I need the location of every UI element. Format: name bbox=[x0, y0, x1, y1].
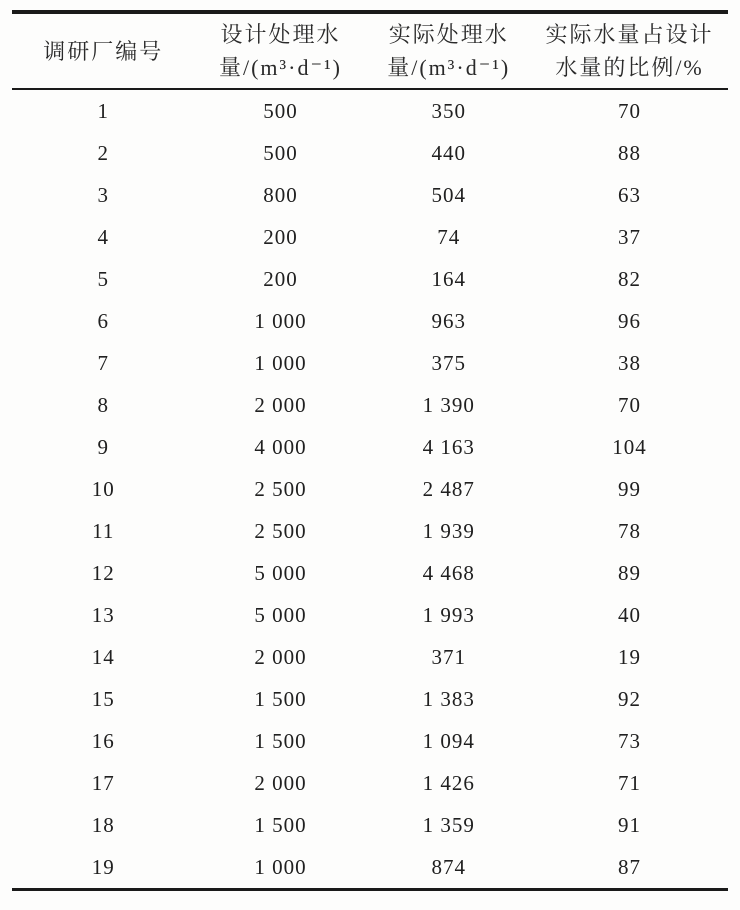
table-cell-design-volume: 200 bbox=[263, 266, 298, 291]
table-cell-design-volume: 1 500 bbox=[254, 812, 307, 837]
table-cell-plant-no: 7 bbox=[97, 350, 110, 375]
table-cell-plant-no: 6 bbox=[97, 308, 110, 333]
header-line: 实际处理水 bbox=[388, 22, 509, 47]
table-cell-actual-volume: 375 bbox=[431, 350, 466, 375]
table-cell-ratio: 73 bbox=[618, 728, 642, 753]
table-cell-ratio: 71 bbox=[618, 770, 642, 795]
table-cell-ratio: 88 bbox=[618, 140, 642, 165]
table-cell-actual-volume: 1 390 bbox=[422, 392, 475, 417]
table-row bbox=[12, 594, 728, 636]
table-cell-design-volume: 500 bbox=[263, 98, 298, 123]
table-row bbox=[12, 216, 728, 258]
table-cell-ratio: 19 bbox=[618, 644, 642, 669]
table-cell-ratio: 40 bbox=[618, 602, 642, 627]
table-cell-design-volume: 1 000 bbox=[254, 854, 307, 879]
table-row bbox=[12, 720, 728, 762]
table-row bbox=[12, 132, 728, 174]
table-cell-actual-volume: 504 bbox=[431, 182, 466, 207]
table-cell-design-volume: 500 bbox=[263, 140, 298, 165]
table-cell-actual-volume: 874 bbox=[431, 854, 466, 879]
table-cell-actual-volume: 1 094 bbox=[422, 728, 475, 753]
header-line: 量/(m³·d⁻¹) bbox=[387, 55, 511, 80]
header-line: 量/(m³·d⁻¹) bbox=[218, 55, 342, 80]
table-cell-ratio: 92 bbox=[618, 686, 642, 711]
header-line: 水量的比例/% bbox=[555, 55, 704, 80]
table-cell-actual-volume: 4 468 bbox=[422, 560, 475, 585]
header-row bbox=[12, 12, 728, 89]
table-cell-ratio: 37 bbox=[618, 224, 642, 249]
table-row bbox=[12, 678, 728, 720]
table-cell-plant-no: 11 bbox=[92, 518, 115, 543]
table-cell-design-volume: 1 000 bbox=[254, 308, 307, 333]
table-cell-plant-no: 13 bbox=[91, 602, 115, 627]
table-row bbox=[12, 384, 728, 426]
column-header-design-volume bbox=[195, 12, 367, 89]
header-line: 设计处理水 bbox=[220, 22, 341, 47]
table-cell-actual-volume: 440 bbox=[431, 140, 466, 165]
table-cell-ratio: 38 bbox=[618, 350, 642, 375]
table-cell-design-volume: 2 500 bbox=[254, 518, 307, 543]
column-header-plant-no bbox=[12, 12, 195, 89]
table-row bbox=[12, 468, 728, 510]
table-cell-ratio: 78 bbox=[618, 518, 642, 543]
table-cell-actual-volume: 164 bbox=[431, 266, 466, 291]
table-cell-ratio: 70 bbox=[618, 392, 642, 417]
table-cell-design-volume: 2 500 bbox=[254, 476, 307, 501]
table-cell-plant-no: 15 bbox=[91, 686, 115, 711]
table-header bbox=[12, 12, 728, 89]
table-cell-plant-no: 2 bbox=[97, 140, 110, 165]
table-cell-actual-volume: 371 bbox=[431, 644, 466, 669]
table-cell-design-volume: 5 000 bbox=[254, 560, 307, 585]
table-cell-design-volume: 1 500 bbox=[254, 686, 307, 711]
table-cell-plant-no: 3 bbox=[97, 182, 110, 207]
table-row bbox=[12, 342, 728, 384]
table-row bbox=[12, 426, 728, 468]
table-cell-plant-no: 4 bbox=[97, 224, 110, 249]
table-body bbox=[12, 89, 728, 890]
table-cell-plant-no: 10 bbox=[91, 476, 115, 501]
table-row bbox=[12, 636, 728, 678]
table-cell-ratio: 99 bbox=[618, 476, 642, 501]
table-cell-plant-no: 18 bbox=[91, 812, 115, 837]
table-cell-design-volume: 200 bbox=[263, 224, 298, 249]
table-cell-ratio: 63 bbox=[618, 182, 642, 207]
table-row bbox=[12, 174, 728, 216]
table-cell-ratio: 87 bbox=[618, 854, 642, 879]
table-cell-design-volume: 2 000 bbox=[254, 392, 307, 417]
table-cell-actual-volume: 1 359 bbox=[422, 812, 475, 837]
table-cell-design-volume: 1 500 bbox=[254, 728, 307, 753]
table-row bbox=[12, 804, 728, 846]
survey-plant-water-volume-table bbox=[12, 10, 728, 891]
table-row bbox=[12, 510, 728, 552]
table-cell-ratio: 82 bbox=[618, 266, 642, 291]
table-cell-plant-no: 17 bbox=[91, 770, 115, 795]
header-line: 调研厂编号 bbox=[43, 38, 164, 64]
column-header-ratio bbox=[531, 12, 728, 89]
table-cell-actual-volume: 350 bbox=[431, 98, 466, 123]
table-cell-actual-volume: 1 939 bbox=[422, 518, 475, 543]
table-row bbox=[12, 762, 728, 804]
table-cell-plant-no: 8 bbox=[97, 392, 110, 417]
column-header-actual-volume bbox=[366, 12, 531, 89]
table-row bbox=[12, 846, 728, 890]
table-row bbox=[12, 552, 728, 594]
table-cell-ratio: 89 bbox=[618, 560, 642, 585]
table-cell-plant-no: 19 bbox=[91, 854, 115, 879]
table-cell-ratio: 96 bbox=[618, 308, 642, 333]
table-cell-design-volume: 2 000 bbox=[254, 644, 307, 669]
table-cell-design-volume: 5 000 bbox=[254, 602, 307, 627]
table-cell-ratio: 104 bbox=[612, 434, 647, 459]
table-cell-plant-no: 9 bbox=[97, 434, 110, 459]
table-cell-actual-volume: 4 163 bbox=[422, 434, 475, 459]
table-cell-ratio: 91 bbox=[618, 812, 642, 837]
table-cell-actual-volume: 1 993 bbox=[422, 602, 475, 627]
table-cell-design-volume: 2 000 bbox=[254, 770, 307, 795]
table-cell-plant-no: 14 bbox=[91, 644, 115, 669]
table-cell-plant-no: 5 bbox=[97, 266, 110, 291]
table-cell-plant-no: 1 bbox=[97, 98, 110, 123]
table-cell-ratio: 70 bbox=[618, 98, 642, 123]
table-cell-design-volume: 1 000 bbox=[254, 350, 307, 375]
table-cell-design-volume: 4 000 bbox=[254, 434, 307, 459]
table-cell-design-volume: 800 bbox=[263, 182, 298, 207]
table-cell-actual-volume: 1 383 bbox=[422, 686, 475, 711]
table-row bbox=[12, 300, 728, 342]
table-cell-actual-volume: 1 426 bbox=[422, 770, 475, 795]
table-row bbox=[12, 258, 728, 300]
table-row bbox=[12, 89, 728, 132]
table-cell-plant-no: 12 bbox=[91, 560, 115, 585]
table-cell-plant-no: 16 bbox=[91, 728, 115, 753]
table-cell-actual-volume: 74 bbox=[437, 224, 461, 249]
table-cell-actual-volume: 963 bbox=[431, 308, 466, 333]
header-line: 实际水量占设计 bbox=[545, 22, 714, 47]
table-cell-actual-volume: 2 487 bbox=[422, 476, 475, 501]
